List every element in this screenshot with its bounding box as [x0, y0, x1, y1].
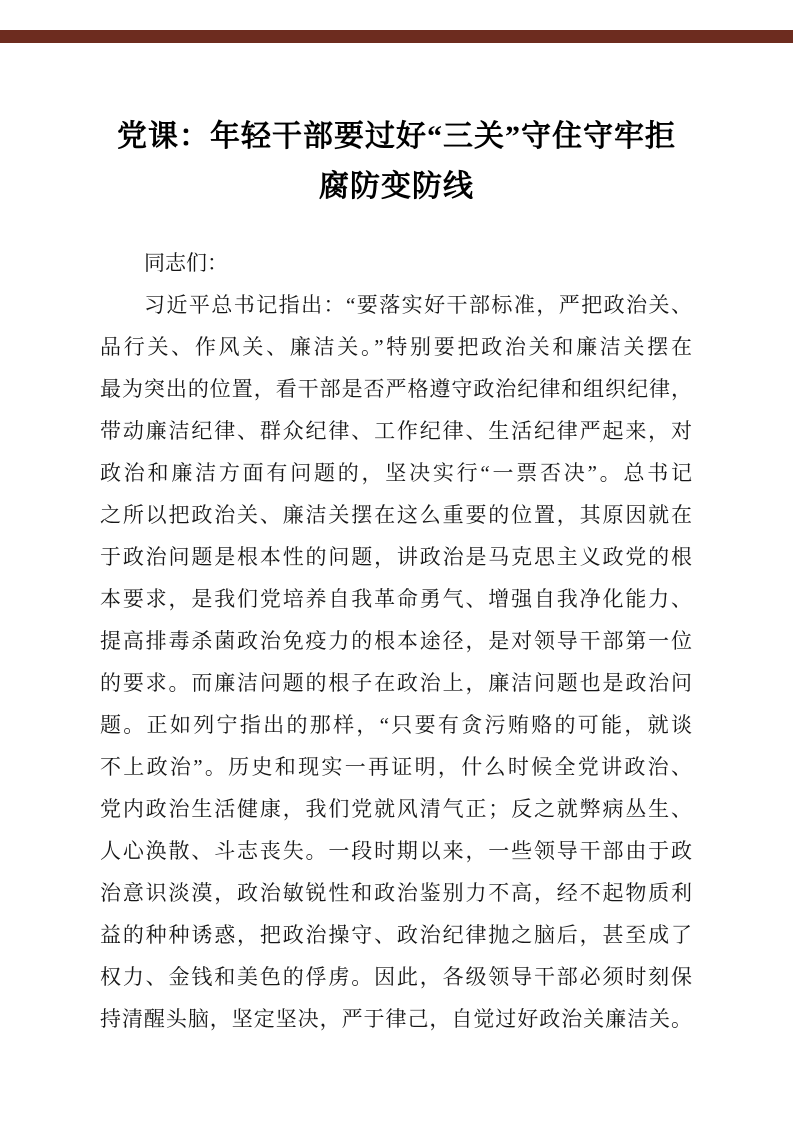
body-line: 的要求。而廉洁问题的根子在政治上，廉洁问题也是政治问 [100, 671, 692, 695]
body-line: 最为突出的位置，看干部是否严格遵守政治纪律和组织纪律， [100, 377, 692, 401]
document-title [0, 112, 793, 212]
body-line: 之所以把政治关、廉洁关摆在这么重要的位置，其原因就在 [100, 503, 692, 527]
body-line: 品行关、作风关、廉洁关。”特别要把政治关和廉洁关摆在 [100, 335, 692, 359]
body-line: 于政治问题是根本性的问题，讲政治是马克思主义政党的根 [100, 545, 692, 569]
document-title-line-1: 党课：年轻干部要过好“三关”守住守牢拒 [117, 120, 676, 153]
body-line: 治意识淡漠，政治敏锐性和政治鉴别力不高，经不起物质利 [100, 881, 692, 905]
body-line: 带动廉洁纪律、群众纪律、工作纪律、生活纪律严起来，对 [100, 419, 692, 443]
body-line: 提高排毒杀菌政治免疫力的根本途径，是对领导干部第一位 [100, 629, 692, 653]
document-body [100, 242, 692, 1040]
body-line: 习近平总书记指出：“要落实好干部标准，严把政治关、 [144, 293, 692, 317]
body-line: 持清醒头脑，坚定坚决，严于律己，自觉过好政治关廉洁关。 [100, 1007, 692, 1031]
body-line: 本要求，是我们党培养自我革命勇气、增强自我净化能力、 [100, 587, 692, 611]
top-red-rule [0, 30, 793, 43]
body-line: 党内政治生活健康，我们党就风清气正；反之就弊病丛生、 [100, 797, 692, 821]
body-line: 不上政治”。历史和现实一再证明，什么时候全党讲政治、 [100, 755, 692, 779]
body-line: 政治和廉洁方面有问题的，坚决实行“一票否决”。总书记 [100, 461, 692, 485]
body-line: 益的种种诱惑，把政治操守、政治纪律抛之脑后，甚至成了 [100, 923, 692, 947]
body-line: 权力、金钱和美色的俘虏。因此，各级领导干部必须时刻保 [100, 965, 692, 989]
body-line: 题。正如列宁指出的那样，“只要有贪污贿赂的可能，就谈 [100, 713, 692, 737]
salutation-line: 同志们： [144, 251, 228, 275]
body-line: 人心涣散、斗志丧失。一段时期以来，一些领导干部由于政 [100, 839, 692, 863]
document-title-line-2: 腐防变防线 [319, 170, 474, 203]
